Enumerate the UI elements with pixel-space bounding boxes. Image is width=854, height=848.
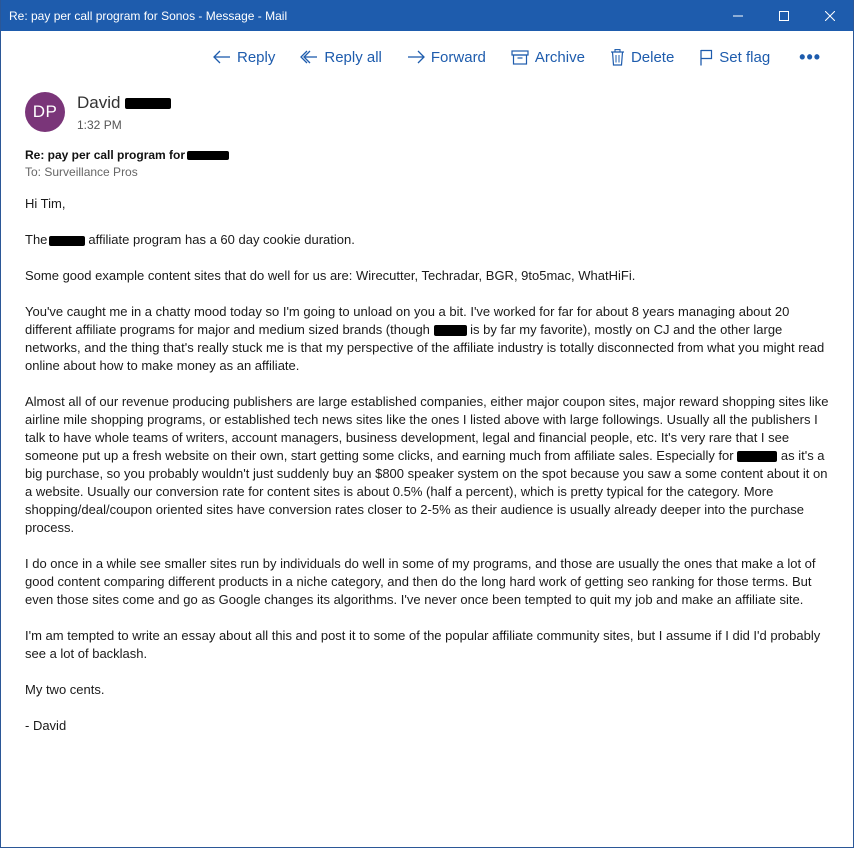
close-icon [825,11,835,21]
sender-header [25,92,171,132]
greeting: Hi Tim, [25,196,66,211]
archive-icon [511,50,529,65]
subject-text: Re: pay per call program for [25,148,186,162]
sender-name: David [77,93,121,112]
reply-button[interactable] [213,49,275,66]
message-body [25,195,835,753]
recipient-line [25,165,229,179]
title-bar[interactable] [1,0,853,31]
minimize-button[interactable] [715,0,761,31]
subject-line [25,148,229,162]
avatar[interactable]: DP [25,92,65,132]
forward-arrow-icon [407,50,425,64]
forward-label: Forward [430,48,486,66]
paragraph-6: I'm am tempted to write an essay about all this and post it to some of the popular affiliate community sites, but I assume if I did I'd probably see a lot of backlash. [25,628,821,661]
reply-all-button[interactable] [300,49,382,66]
more-actions-button[interactable]: ••• [799,46,822,67]
redaction-mark [434,325,467,336]
paragraph-1 [25,231,835,249]
redaction-mark [125,98,171,109]
paragraph-4-start: Almost all of our revenue producing publishers are large established companies, either major coupon sites, major reward shopping sites like airline mile shopping programs, or established tech news sites like the ones I listed above with large followings. Usually all the publishers I talk to have whole teams of writers, account managers, business development, legal and financial people, etc. It's very rare that I see someone put up a fresh website on their own, start getting some clicks, and earning much from affiliate sales. Especially for [25,394,829,463]
redaction-mark [49,236,85,246]
paragraph-2: Some good example content sites that do well for us are: Wirecutter, Techradar, BGR, 9to5mac, WhatHiFi. [25,268,636,283]
sender-info [77,92,171,132]
redaction-mark [737,451,777,462]
paragraph-4-end: as it's a big purchase, so you probably wouldn't just suddenly buy an $800 speaker system on the spot because you saw a some content about it on a website. Usually our conversion rate for content sites is about 0.5% (half a percent), which is pretty typical for the category. More shopping/deal/coupon oriented sites have conversion rates closer to 2-5% as their audience is usually already deeper into the purchase process. [25,448,828,535]
reply-arrow-icon [213,50,231,64]
archive-button[interactable] [511,49,585,66]
paragraph-3 [25,303,835,375]
paragraph-3-start: You've caught me in a chatty mood today so I'm going to unload on you a bit. I've worked for far for about 8 years managing about 20 different affiliate programs for major and medium sized brands (though [25,304,790,337]
forward-button[interactable] [407,49,486,66]
recipient-name[interactable]: Surveillance Pros [44,165,138,179]
window-title: Re: pay per call program for Sonos - Message - Mail [9,8,288,23]
paragraph-5: I do once in a while see smaller sites run by individuals do well in some of my programs, and those are usually the ones that make a lot of good content comparing different products in a niche category, and then do the long hard work of getting seo ranking for those terms. But even those sites come and go as Google changes its algorithms. I've never once been tempted to quit my job and make an affiliate site. [25,556,816,607]
set-flag-button[interactable] [699,49,770,66]
paragraph-1-start: The [25,232,48,247]
subject-block [25,148,229,179]
paragraph-1-end: affiliate program has a 60 day cookie duration. [88,232,355,247]
paragraph-7: My two cents. [25,682,105,697]
flag-icon [699,49,713,66]
close-button[interactable] [807,0,853,31]
to-label: To: [25,165,42,179]
reply-all-label: Reply all [324,48,382,66]
minimize-icon [733,11,743,21]
delete-button[interactable] [610,49,674,66]
set-flag-label: Set flag [719,48,771,66]
delete-label: Delete [630,48,675,66]
reply-label: Reply [237,48,276,66]
sent-time: 1:32 PM [77,118,122,132]
message-toolbar [213,44,821,70]
trash-icon [610,49,625,66]
paragraph-3-end: is by far my favorite), mostly on CJ and the other large networks, and the thing that's really stuck me is that my perspective of the affiliate industry is totally disconnected from what you might read online about how to make money as an affiliate. [25,322,825,373]
archive-label: Archive [534,48,585,66]
redaction-mark [187,151,229,160]
paragraph-4 [25,393,835,537]
maximize-icon [779,11,789,21]
reply-all-icon [300,50,318,64]
maximize-button[interactable] [761,0,807,31]
signoff: - David [25,718,67,733]
sender-name-row[interactable] [77,93,171,113]
